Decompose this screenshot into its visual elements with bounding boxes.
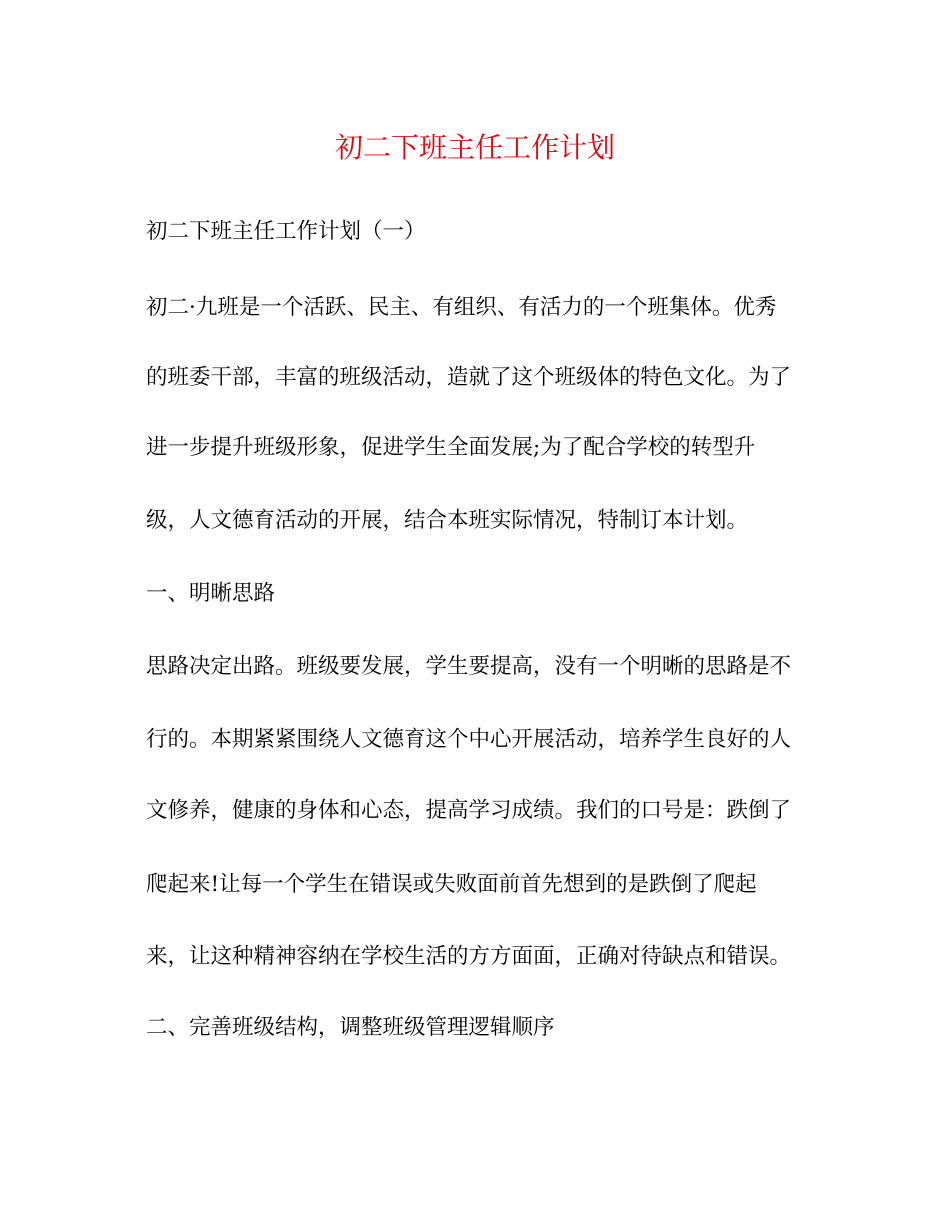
paragraph-line: 来，让这种精神容纳在学校生活的方方面面，正确对待缺点和错误。 (146, 944, 792, 969)
paragraph-line: 初二·九班是一个活跃、民主、有组织、有活力的一个班集体。优秀 (146, 295, 777, 320)
paragraph-line: 思路决定出路。班级要发展，学生要提高，没有一个明晰的思路是不 (146, 654, 792, 679)
document-title: 初二下班主任工作计划 (334, 131, 615, 164)
paragraph-line: 文修养，健康的身体和心态，提高学习成绩。我们的口号是：跌倒了 (146, 798, 792, 823)
section-heading-2: 二、完善班级结构，调整班级管理逻辑顺序 (146, 1015, 555, 1040)
paragraph-line: 爬起来!让每一个学生在错误或失败面前首先想到的是跌倒了爬起 (146, 872, 757, 897)
section-heading-1: 一、明晰思路 (146, 581, 276, 606)
paragraph-line: 的班委干部，丰富的班级活动，造就了这个班级体的特色文化。为了 (146, 365, 792, 390)
subtitle: 初二下班主任工作计划（一） (146, 219, 426, 244)
paragraph-line: 级，人文德育活动的开展，结合本班实际情况，特制订本计划。 (146, 508, 749, 533)
paragraph-line: 行的。本期紧紧围绕人文德育这个中心开展活动，培养学生良好的人 (146, 727, 792, 752)
paragraph-line: 进一步提升班级形象，促进学生全面发展;为了配合学校的转型升 (146, 435, 756, 460)
